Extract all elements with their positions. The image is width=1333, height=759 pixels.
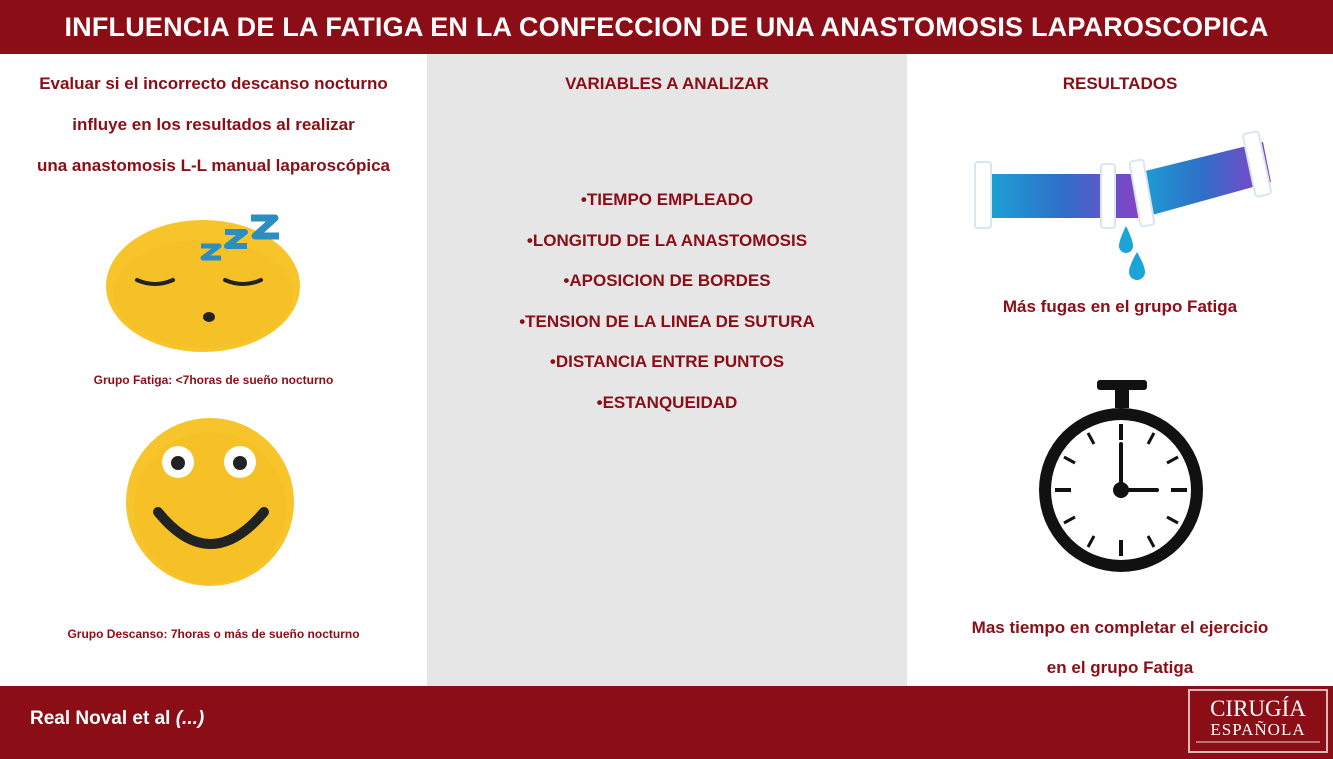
variable-item: •APOSICION DE BORDES (563, 271, 771, 290)
objective-line: una anastomosis L-L manual laparoscópica (36, 156, 390, 175)
time-result-line: en el grupo Fatiga (1046, 658, 1194, 677)
variable-item: •LONGITUD DE LA ANASTOMOSIS (526, 231, 808, 250)
fatigue-group-caption: Grupo Fatiga: <7horas de sueño nocturno (93, 373, 334, 387)
results-title: RESULTADOS (1062, 74, 1178, 93)
results-column (907, 54, 1333, 686)
stopwatch-icon (1029, 378, 1209, 588)
variable-item: •DISTANCIA ENTRE PUNTOS (549, 352, 785, 371)
variable-item: •TIEMPO EMPLEADO (580, 190, 754, 209)
rest-group-caption: Grupo Descanso: 7horas o más de sueño nocturno (67, 627, 360, 641)
variable-item: •ESTANQUEIDAD (596, 393, 738, 412)
variable-item: •TENSION DE LA LINEA DE SUTURA (519, 312, 815, 331)
sleeping-face-icon (105, 214, 305, 354)
logo-line1: CIRUGÍA (1210, 696, 1306, 721)
variables-column (427, 54, 907, 686)
smiling-face-icon (124, 416, 296, 588)
time-result-line: Mas tiempo en completar el ejercicio (971, 618, 1269, 637)
logo-rule (1196, 741, 1320, 743)
objective-line: Evaluar si el incorrecto descanso nocturno (39, 74, 388, 93)
objective-column (0, 54, 427, 686)
footer (0, 686, 1333, 759)
leak-result: Más fugas en el grupo Fatiga (1002, 297, 1238, 316)
author-name: Real Noval et al (30, 708, 171, 729)
author-credit (30, 708, 204, 730)
logo-line2: ESPAÑOLA (1210, 720, 1306, 739)
objective-line: influye en los resultados al realizar (72, 115, 355, 134)
author-suffix: (...) (175, 708, 205, 729)
variables-title: VARIABLES A ANALIZAR (565, 74, 769, 93)
leaking-pipe-icon (973, 130, 1283, 290)
page-title: INFLUENCIA DE LA FATIGA EN LA CONFECCION DE UNA ANASTOMOSIS LAPAROSCOPICA (0, 0, 1333, 54)
cirugia-espanola-logo (1188, 689, 1328, 753)
